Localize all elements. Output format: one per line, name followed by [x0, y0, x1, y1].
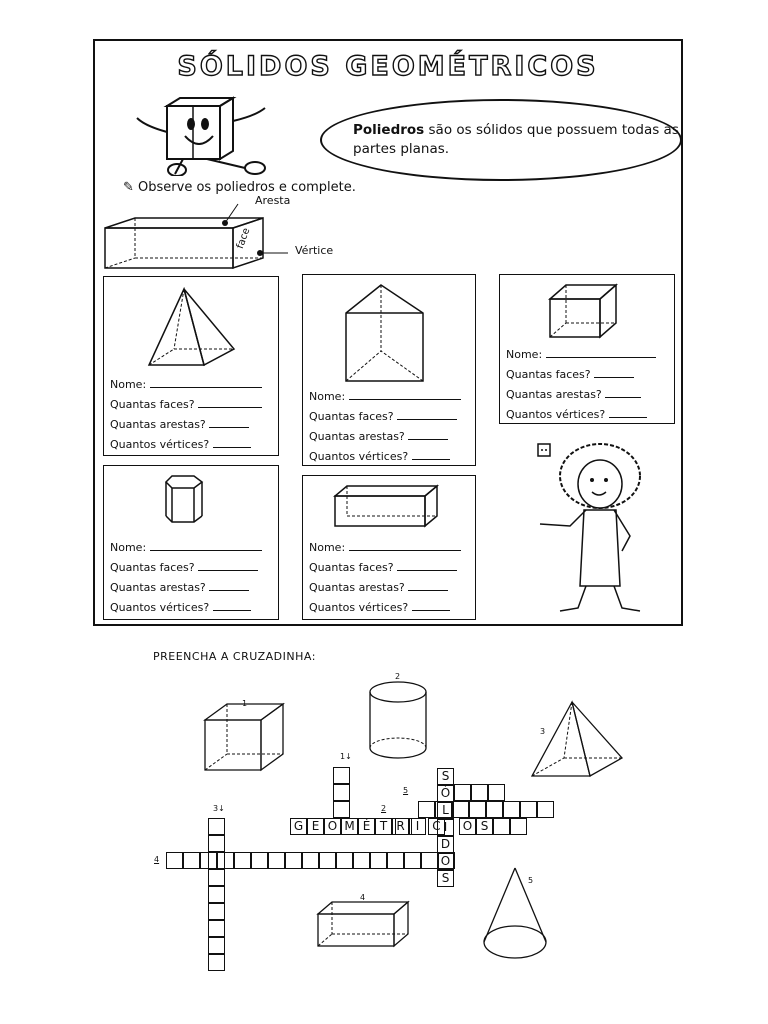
crossword-cell[interactable] [471, 784, 488, 801]
crossword-cell[interactable] [200, 852, 217, 869]
arestas-blank[interactable] [408, 578, 448, 591]
vertical-word-cell[interactable]: I [437, 819, 454, 836]
aresta-label: Aresta [255, 194, 291, 207]
crossword-heading: PREENCHA A CRUZADINHA: [153, 650, 316, 663]
cylinder-clue-illustration [368, 680, 430, 762]
bubble-text: Poliedros são os sólidos que possuem todas as partes planas. [353, 122, 679, 157]
exercise-box-pyramid [103, 276, 279, 456]
horizontal-word-cell[interactable]: M [341, 818, 358, 835]
crossword-cell[interactable] [469, 801, 486, 818]
crossword-cell[interactable] [395, 818, 412, 835]
hexagonal-prism-illustration [164, 472, 214, 527]
crossword-cell[interactable] [217, 852, 234, 869]
crossword-cell[interactable] [319, 852, 336, 869]
horizontal-word-cell[interactable]: O [459, 818, 476, 835]
crossword-cell[interactable] [208, 937, 225, 954]
crossword-cell[interactable] [208, 954, 225, 971]
rectangular-prism-illustration [333, 484, 443, 529]
horizontal-word-cell[interactable]: C [428, 818, 445, 835]
crossword-cell[interactable] [302, 852, 319, 869]
labeled-prism-diagram [103, 196, 373, 271]
crossword-cell[interactable] [503, 801, 520, 818]
horizontal-word-cell[interactable]: É [358, 818, 375, 835]
vertice-label: Vértice [295, 244, 334, 257]
nome-blank[interactable] [150, 538, 262, 551]
vertices-blank[interactable] [412, 447, 450, 460]
crossword-cell[interactable] [333, 784, 350, 801]
vertical-word-cell[interactable]: S [437, 870, 454, 887]
vertical-word-cell[interactable]: S [437, 768, 454, 785]
page-title: SÓLIDOS GEOMÉTRICOS [177, 51, 599, 82]
crossword-cell[interactable] [208, 886, 225, 903]
horizontal-word-cell[interactable]: O [324, 818, 341, 835]
exercise-box-hexagonal-prism [103, 465, 279, 620]
crossword-cell[interactable] [370, 852, 387, 869]
crossword-cell[interactable] [208, 920, 225, 937]
cone-clue-illustration [480, 866, 550, 962]
crossword-cell[interactable] [452, 801, 469, 818]
crossword-cell[interactable] [208, 869, 225, 886]
crossword-cell[interactable] [454, 784, 471, 801]
exercise-box-triangular-prism [302, 274, 476, 466]
crossword-cell[interactable] [234, 852, 251, 869]
faces-blank[interactable] [397, 558, 457, 571]
crossword-cell[interactable] [488, 784, 505, 801]
arestas-blank[interactable] [408, 427, 448, 440]
crossword-cell[interactable] [251, 852, 268, 869]
crossword-cell[interactable] [208, 835, 225, 852]
vertical-word-cell[interactable]: Ó [437, 785, 454, 802]
nome-blank[interactable] [349, 538, 461, 551]
fields-group: Nome: Quantas faces? Quantas arestas? Quantos vértices? [110, 538, 262, 618]
horizontal-word-cell[interactable]: G [290, 818, 307, 835]
crossword-cell[interactable] [435, 801, 452, 818]
arestas-blank[interactable] [209, 415, 249, 428]
crossword-cell[interactable] [486, 801, 503, 818]
nome-blank[interactable] [150, 375, 262, 388]
fields-group: Nome: Quantas faces? Quantas arestas? Quantos vértices? [110, 375, 262, 455]
cube-mascot-illustration [115, 96, 315, 176]
exercise-box-cube [499, 274, 675, 424]
crossword-cell[interactable] [387, 852, 404, 869]
exercise-box-rectangular-prism [302, 475, 476, 620]
crossword-cell[interactable] [183, 852, 200, 869]
girl-illustration [500, 436, 680, 616]
faces-blank[interactable] [198, 558, 258, 571]
square-pyramid-illustration [144, 287, 239, 372]
crossword-cell[interactable] [333, 767, 350, 784]
crossword-cell[interactable] [520, 801, 537, 818]
vertical-word-cell[interactable]: L [437, 802, 454, 819]
vertices-blank[interactable] [412, 598, 450, 611]
face-label: face [234, 226, 253, 251]
crossword-cell[interactable] [353, 852, 370, 869]
crossword-cell[interactable] [438, 852, 455, 869]
faces-blank[interactable] [198, 395, 262, 408]
horizontal-word-cell[interactable]: I [409, 818, 426, 835]
horizontal-word-cell[interactable]: S [476, 818, 493, 835]
nome-blank[interactable] [349, 387, 461, 400]
crossword-cell[interactable] [493, 818, 510, 835]
crossword-cell[interactable] [537, 801, 554, 818]
vertices-blank[interactable] [213, 435, 251, 448]
fields-group: Nome: Quantas faces? Quantas arestas? Quantos vértices? [309, 538, 461, 618]
fields-group: Nome: Quantas faces? Quantas arestas? Quantos vértices? [506, 345, 656, 425]
horizontal-word-cell[interactable]: R [392, 818, 409, 835]
crossword-cell[interactable] [418, 801, 435, 818]
crossword-cell[interactable] [404, 852, 421, 869]
vertices-blank[interactable] [213, 598, 251, 611]
faces-blank[interactable] [397, 407, 457, 420]
arestas-blank[interactable] [605, 385, 641, 398]
triangular-prism-illustration [341, 283, 436, 388]
cube-illustration [548, 281, 628, 341]
cube-clue-illustration [203, 702, 288, 772]
pencil-icon: ✎ [123, 180, 139, 195]
crossword-cell[interactable] [336, 852, 353, 869]
horizontal-word-cell[interactable]: T [375, 818, 392, 835]
arestas-blank[interactable] [209, 578, 249, 591]
vertical-word-cell[interactable]: O [437, 853, 454, 870]
crossword-cell[interactable] [208, 818, 225, 835]
crossword-cell[interactable] [268, 852, 285, 869]
horizontal-word-cell[interactable]: E [307, 818, 324, 835]
crossword-cell[interactable] [333, 801, 350, 818]
crossword-cell[interactable] [166, 852, 183, 869]
crossword-cell[interactable] [510, 818, 527, 835]
faces-blank[interactable] [594, 365, 634, 378]
pyramid-clue-illustration [530, 700, 625, 780]
crossword-cell[interactable] [421, 852, 438, 869]
crossword-cell[interactable] [208, 903, 225, 920]
crossword-cell[interactable] [285, 852, 302, 869]
nome-blank[interactable] [546, 345, 656, 358]
rectangular-prism-clue-illustration [316, 900, 411, 950]
vertices-blank[interactable] [609, 405, 647, 418]
worksheet-frame [93, 39, 683, 626]
vertical-word-cell[interactable]: D [437, 836, 454, 853]
instruction-text: ✎ Observe os poliedros e complete. [123, 180, 356, 195]
fields-group: Nome: Quantas faces? Quantas arestas? Quantos vértices? [309, 387, 461, 467]
